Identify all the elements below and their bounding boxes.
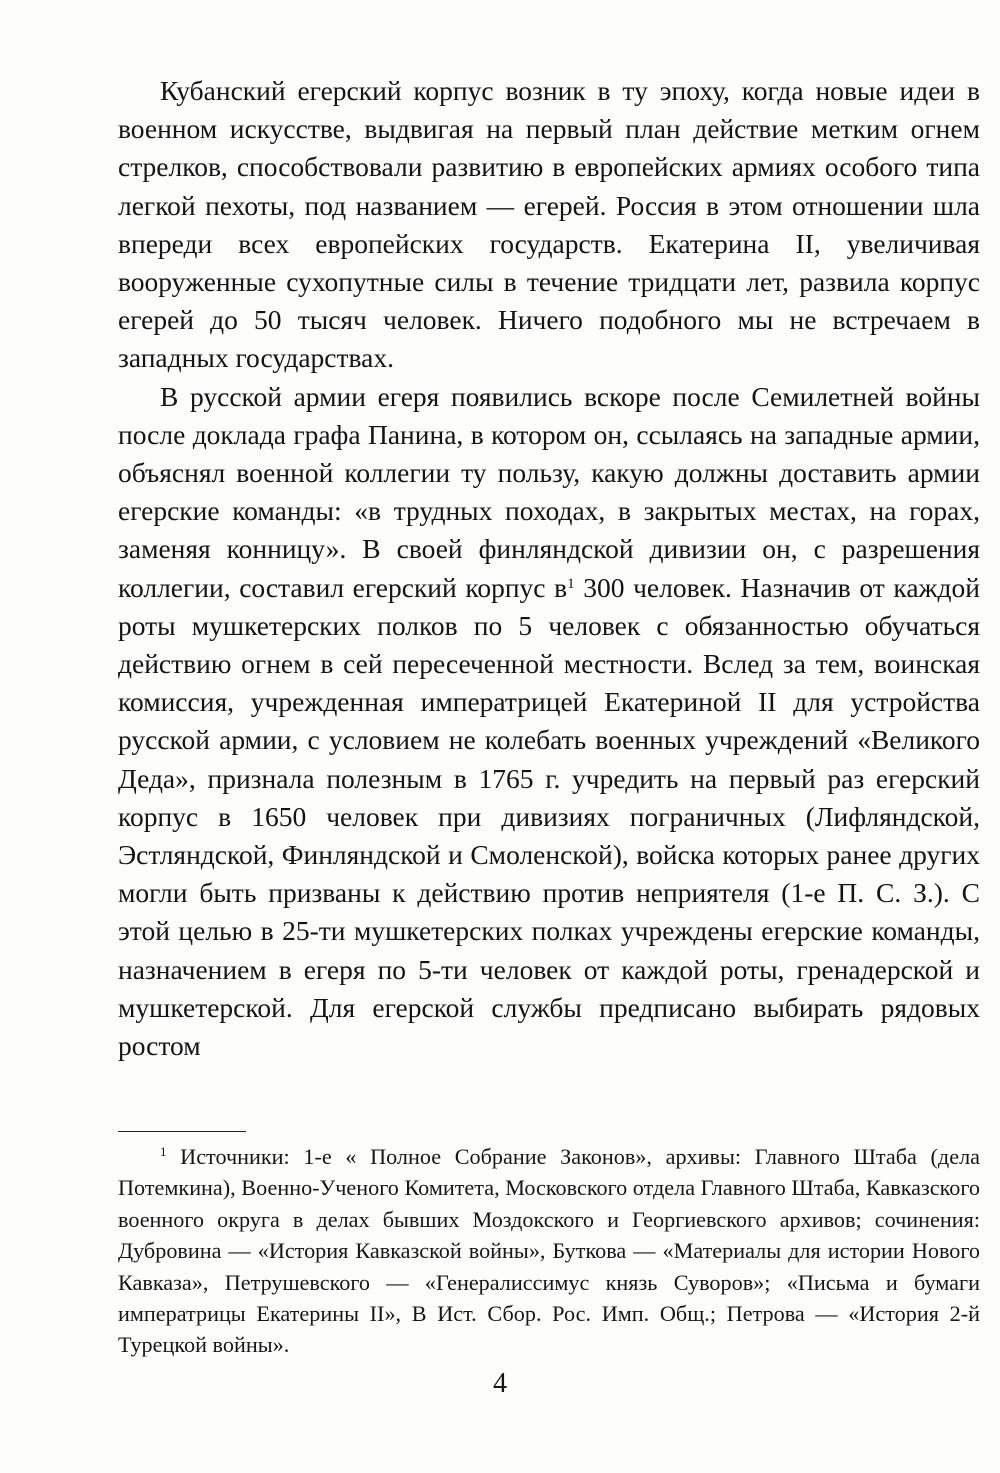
paragraph-2-text-before-note: В русской армии егеря появились вскоре после Семилетней войны после доклада графа Панина, в котором он, ссылаясь на западные армии, объяснял военной коллегии ту пользу, какую должны доставить армии егерские команды: «в трудных походах, в закрытых местах, на горах, заменяя конницу». В своей финляндской дивизии он, с разрешения коллегии, составил егерский корпус в [118, 380, 980, 603]
footnote-paragraph [118, 1141, 980, 1361]
footnote-reference: 1 [567, 575, 575, 592]
footnote-separator [118, 1131, 246, 1132]
paragraph-1: Кубанский егерский корпус возник в ту эпоху, когда новые идеи в военном искусстве, выдвигая на первый план действие метким огнем стрелков, способствовали развитию в европейских армиях особого типа легкой пехоты, под названием — егерей. Россия в этом отношении шла впереди всех европейских государств. Екатерина II, увеличивая вооруженные сухопутные силы в течение тридцати лет, развила корпус егерей до 50 тысяч человек. Ничего подобного мы не встречаем в западных государствах. [118, 75, 980, 374]
footnote-marker: 1 [160, 1144, 167, 1159]
footnote [118, 1141, 980, 1361]
main-text [118, 72, 980, 1065]
paragraph-2-text-after-note: 300 человек. Назначив от каждой роты мушкетерских полков по 5 человек с обязанностью обучаться действию огнем в сей пересеченной местности. Вслед за тем, воинская комиссия, учрежденная императрицей Екатериной II для устройства русской армии, с условием не колебать военных учреждений «Великого Деда», признала полезным в 1765 г. учредить на первый раз егерский корпус в 1650 человек при дивизиях пограничных (Лифляндской, Эстляндской, Финляндской и Смоленской), войска которых ранее других могли быть призваны к действию против неприятеля (1-е П. С. З.). С этой целью в 25-ти мушкетерских полках учреждены егерские команды, назначением в егеря по 5-ти человек от каждой роты, гренадерской и мушкетерской. Для егерской службы предписано выбирать рядовых ростом [118, 571, 980, 1062]
page-number: 4 [493, 1368, 507, 1399]
footnote-text: Источники: 1-е « Полное Собрание Законов», архивы: Главного Штаба (дела Потемкина), Военно-Ученого Комитета, Московского отдела Главного Штаба, Кавказского военного округа в делах бывших Моздокского и Георгиевского архивов; сочинения: Дубровина — «История Кавказской войны», Буткова — «Материалы для истории Нового Кавказа», Петрушевского — «Генералиссимус князь Суворов»; «Письма и бумаги императрицы Екатерины II», В Ист. Сбор. Рос. Имп. Общ.; Петрова — «История 2-й Турецкой войны». [118, 1144, 980, 1358]
paragraph-2 [118, 378, 980, 1066]
